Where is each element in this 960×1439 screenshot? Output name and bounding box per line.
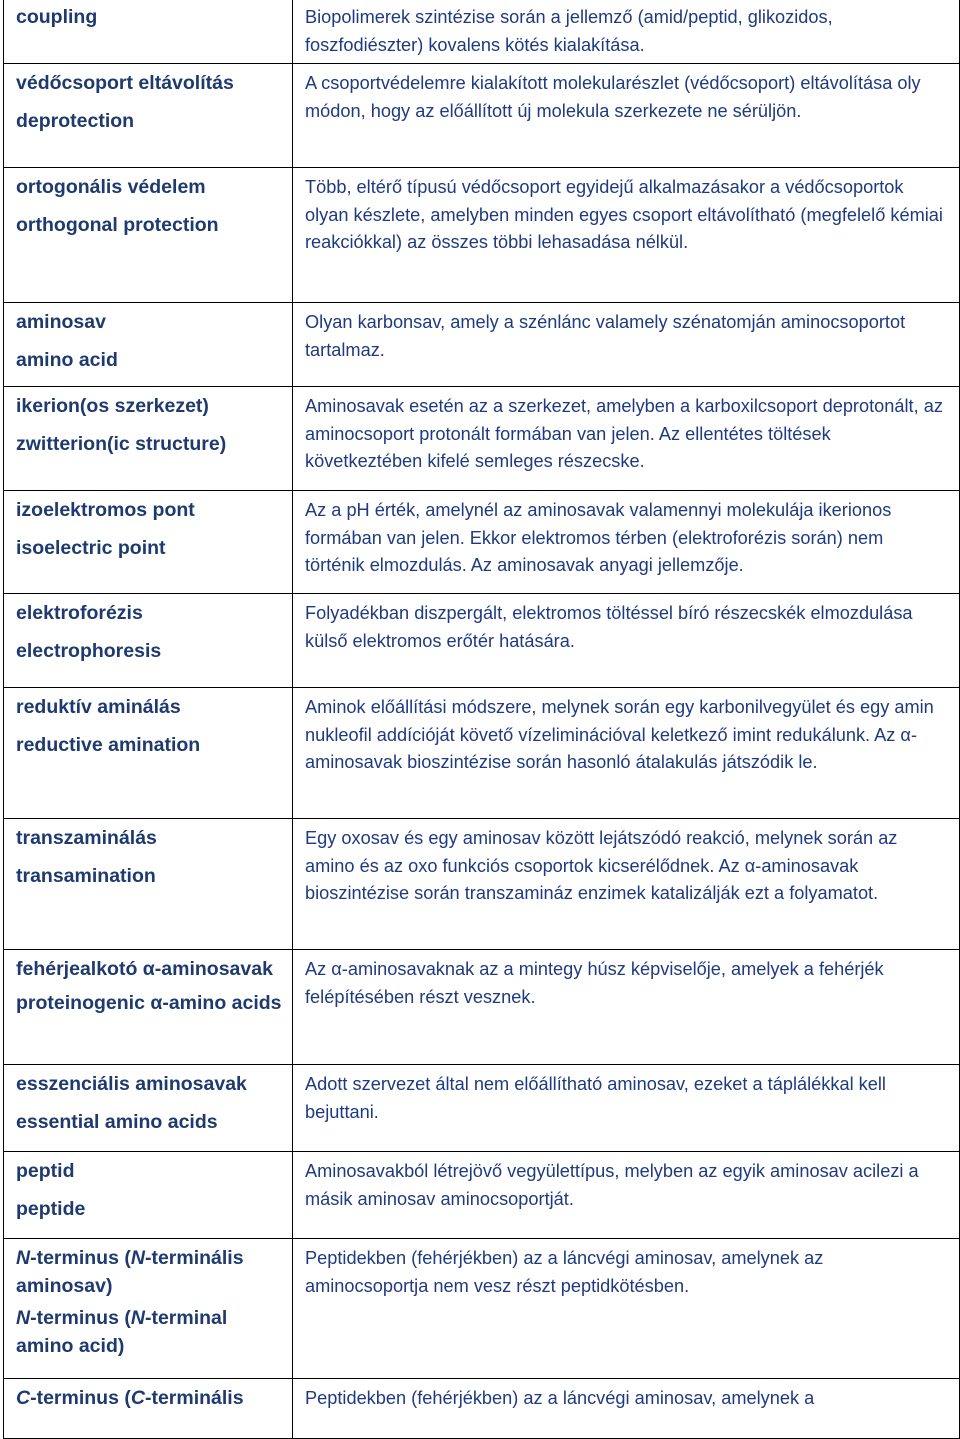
definition-text: Peptidekben (fehérjékben) az a láncvégi aminosav, amelynek a: [305, 1388, 815, 1408]
term-cell: [4, 1379, 293, 1439]
table-row: [4, 1065, 960, 1152]
term-italic: N: [130, 1247, 145, 1269]
definition-text: Több, eltérő típusú védőcsoport egyidejű alkalmazásakor a védőcsoportok olyan készlete, amelyben minden egyes csoport eltávolítható (megfelelő kémiai reakciókkal) az összes többi lehasadása nélkül.: [305, 177, 943, 252]
table-row: [4, 1152, 960, 1239]
term-hungarian: aminosav: [16, 311, 106, 333]
table-row: [4, 491, 960, 594]
table-row: [4, 1239, 960, 1379]
term-hungarian: reduktív aminálás: [16, 696, 181, 718]
term-hungarian: transzaminálás: [16, 827, 157, 849]
term-text: -terminális: [144, 1387, 244, 1409]
term-italic: C: [130, 1387, 145, 1409]
term-english: proteinogenic α-amino acids: [16, 992, 282, 1014]
table-row: [4, 387, 960, 491]
term-english: electrophoresis: [16, 640, 162, 662]
term-cell: [4, 64, 293, 168]
term-hungarian: ortogonális védelem: [16, 176, 206, 198]
term-text: -terminal amino acid): [16, 1307, 233, 1357]
definition-cell: [293, 168, 960, 303]
definition-text: Folyadékban diszpergált, elektromos töltéssel bíró részecskék elmozdulása külső elektromos erőtér hatására.: [305, 603, 913, 651]
definition-cell: [293, 64, 960, 168]
term-cell: [4, 168, 293, 303]
term-text: -terminus (: [30, 1247, 131, 1269]
glossary-page: [3, 0, 957, 1420]
definition-text: Aminok előállítási módszere, melynek során egy karbonilvegyület és egy amin nukleofil addícióját követő vízeliminációval keletkező imint redukálunk. Az α-aminosavak bioszintézise során hasonló átalakulás játszódik le.: [305, 697, 934, 772]
table-row: [4, 64, 960, 168]
table-row: [4, 168, 960, 303]
term-english: reductive amination: [16, 734, 201, 756]
term-cell: [4, 1152, 293, 1239]
term-italic: N: [130, 1307, 145, 1329]
definition-text: Egy oxosav és egy aminosav között lejátszódó reakció, melynek során az amino és az oxo funkciós csoportok kicserélődnek. Az α-aminosavak bioszintézise során transzamináz enzimek katalizálják ezt a folyamatot.: [305, 828, 898, 903]
table-row: [4, 594, 960, 688]
term-cell: [4, 1239, 293, 1379]
term-italic: C: [16, 1387, 31, 1409]
term-cell: [4, 0, 293, 64]
definition-cell: [293, 1152, 960, 1239]
glossary-table: [3, 0, 960, 1439]
term-cell: [4, 819, 293, 950]
term-english: essential amino acids: [16, 1111, 218, 1133]
definition-cell: [293, 491, 960, 594]
definition-text: Adott szervezet által nem előállítható aminosav, ezeket a táplálékkal kell bejuttani.: [305, 1074, 886, 1122]
definition-text: A csoportvédelemre kialakított molekularészlet (védőcsoport) eltávolítása oly módon, hogy az előállított új molekula szerkezete ne sérüljön.: [305, 73, 921, 121]
term-hungarian: esszenciális aminosavak: [16, 1073, 247, 1095]
table-row: [4, 0, 960, 64]
term-hungarian: coupling: [16, 6, 98, 28]
definition-text: Aminosavak esetén az a szerkezet, amelyben a karboxilcsoport deprotonált, az aminocsoport protonált formában van jelen. Az ellentétes töltések következtében kifelé semleges részecske.: [305, 396, 943, 471]
definition-cell: [293, 819, 960, 950]
term-hungarian: védőcsoport eltávolítás: [16, 72, 234, 94]
term-cell: [4, 491, 293, 594]
term-text: -terminus (: [30, 1387, 131, 1409]
definition-text: Biopolimerek szintézise során a jellemző (amid/peptid, glikozidos, foszfodiészter) kovalens kötés kialakítása.: [305, 7, 833, 55]
definition-cell: [293, 1239, 960, 1379]
term-english: deprotection: [16, 110, 135, 132]
term-cell: [4, 303, 293, 387]
definition-cell: [293, 0, 960, 64]
definition-cell: [293, 1379, 960, 1439]
term-cell: [4, 594, 293, 688]
table-row: [4, 1379, 960, 1439]
term-hungarian: peptid: [16, 1160, 75, 1182]
term-hungarian: izoelektromos pont: [16, 499, 195, 521]
term-english: peptide: [16, 1198, 86, 1220]
definition-text: Az a pH érték, amelynél az aminosavak valamennyi molekulája ikerionos formában van jelen. Ekkor elektromos térben (elektroforézis során) nem történik elmozdulás. Az aminosavak anyagi jellemzője.: [305, 500, 892, 575]
term-italic: N: [16, 1307, 31, 1329]
definition-cell: [293, 688, 960, 819]
term-hungarian: elektroforézis: [16, 602, 143, 624]
table-row: [4, 819, 960, 950]
term-english: amino acid: [16, 349, 118, 371]
table-row: [4, 950, 960, 1065]
term-cell: [4, 688, 293, 819]
term-text: -terminális aminosav): [16, 1247, 249, 1297]
definition-cell: [293, 387, 960, 491]
term-english: isoelectric point: [16, 537, 166, 559]
term-hungarian: [16, 1244, 286, 1300]
term-cell: [4, 387, 293, 491]
term-hungarian: ikerion(os szerkezet): [16, 395, 209, 417]
definition-cell: [293, 950, 960, 1065]
definition-cell: [293, 594, 960, 688]
term-hungarian: fehérjealkotó α-aminosavak: [16, 958, 273, 980]
definition-text: Az α-aminosavaknak az a mintegy húsz képviselője, amelyek a fehérjék felépítésében részt vesznek.: [305, 959, 884, 1007]
table-row: [4, 303, 960, 387]
definition-text: Aminosavakból létrejövő vegyülettípus, melyben az egyik aminosav acilezi a másik aminosav aminocsoportját.: [305, 1161, 919, 1209]
term-english: [16, 1304, 286, 1360]
term-cell: [4, 1065, 293, 1152]
definition-cell: [293, 1065, 960, 1152]
term-italic: N: [16, 1247, 31, 1269]
term-cell: [4, 950, 293, 1065]
term-english: orthogonal protection: [16, 214, 219, 236]
term-english: transamination: [16, 865, 156, 887]
definition-text: Peptidekben (fehérjékben) az a láncvégi aminosav, amelynek az aminocsoportja nem vesz részt peptidkötésben.: [305, 1248, 824, 1296]
definition-cell: [293, 303, 960, 387]
term-hungarian: [16, 1384, 286, 1412]
table-row: [4, 688, 960, 819]
term-english: zwitterion(ic structure): [16, 433, 227, 455]
definition-text: Olyan karbonsav, amely a szénlánc valamely szénatomján aminocsoportot tartalmaz.: [305, 312, 906, 360]
term-text: -terminus (: [30, 1307, 131, 1329]
